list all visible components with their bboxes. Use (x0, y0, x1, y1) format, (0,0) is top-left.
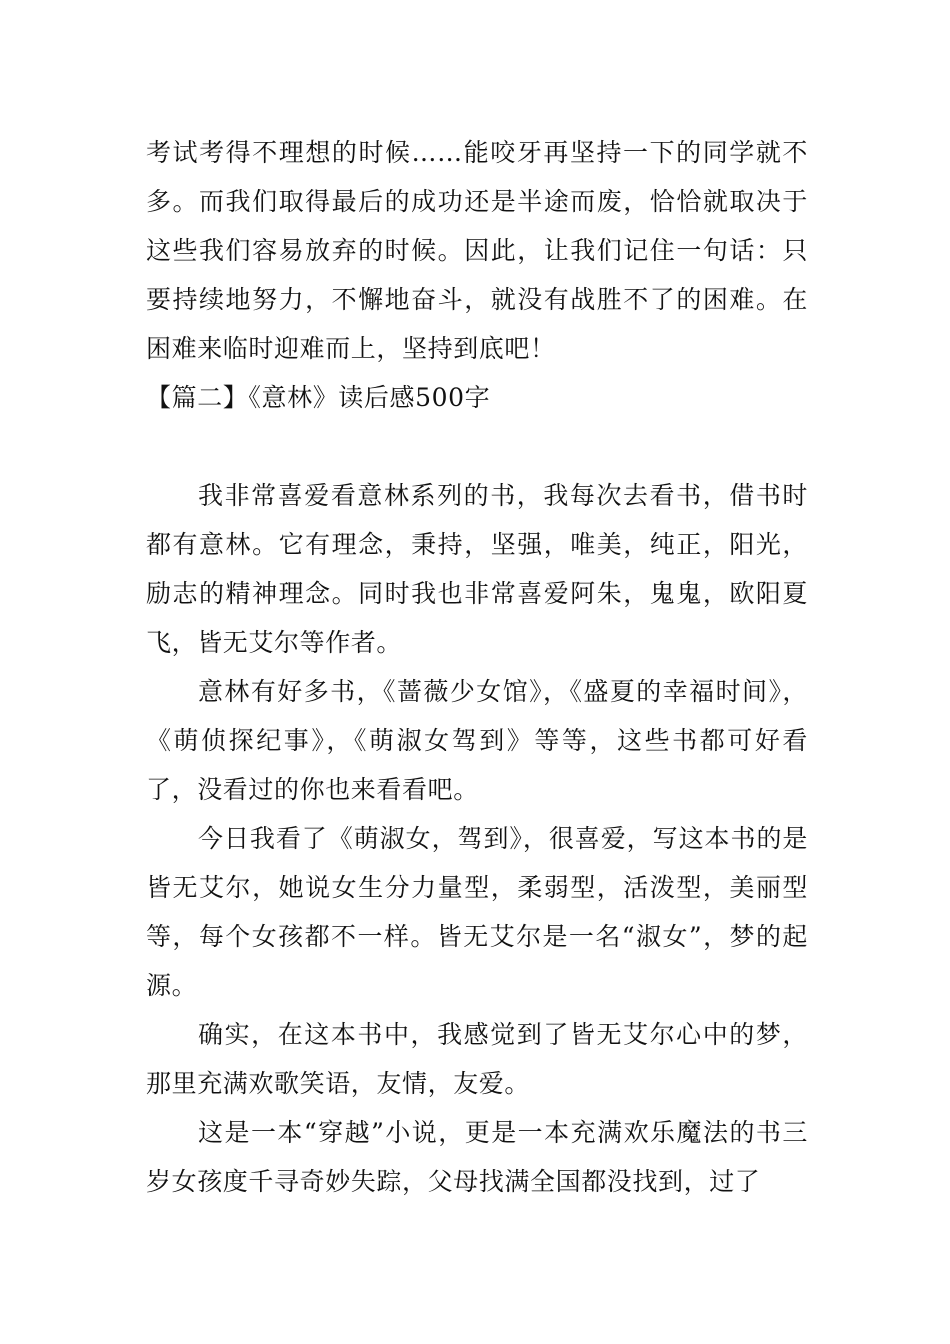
section-title: 【篇二】《意林》读后感500字 (146, 383, 491, 412)
blank-line (146, 422, 808, 471)
body-paragraph-1: 我非常喜爱看意林系列的书，我每次去看书，借书时都有意林。它有理念，秉持，坚强，唯美，纯正，阳光，励志的精神理念。同时我也非常喜爱阿朱，鬼鬼，欧阳夏飞，皆无艾尔等作者。 (146, 481, 808, 657)
body-paragraph-3: 今日我看了《萌淑女，驾到》，很喜爱，写这本书的是皆无艾尔，她说女生分力量型，柔弱型，活泼型，美丽型等，每个女孩都不一样。皆无艾尔是一名“淑女”，梦的起源。 (146, 824, 808, 1000)
document-page (146, 128, 808, 1206)
intro-paragraph: 考试考得不理想的时候……能咬牙再坚持一下的同学就不多。而我们取得最后的成功还是半途而废，恰恰就取决于这些我们容易放弃的时候。因此，让我们记住一句话：只要持续地努力，不懈地奋斗，就没有战胜不了的困难。在困难来临时迎难而上，坚持到底吧！ (146, 138, 808, 363)
body-paragraph-5: 这是一本“穿越”小说，更是一本充满欢乐魔法的书三岁女孩度千寻奇妙失踪，父母找满全国都没找到，过了 (146, 1118, 808, 1196)
body-paragraph-2: 意林有好多书，《蔷薇少女馆》，《盛夏的幸福时间》，《萌侦探纪事》，《萌淑女驾到》等等，这些书都可好看了，没看过的你也来看看吧。 (146, 677, 808, 804)
body-paragraph-4: 确实，在这本书中，我感觉到了皆无艾尔心中的梦，那里充满欢歌笑语，友情，友爱。 (146, 1020, 808, 1098)
